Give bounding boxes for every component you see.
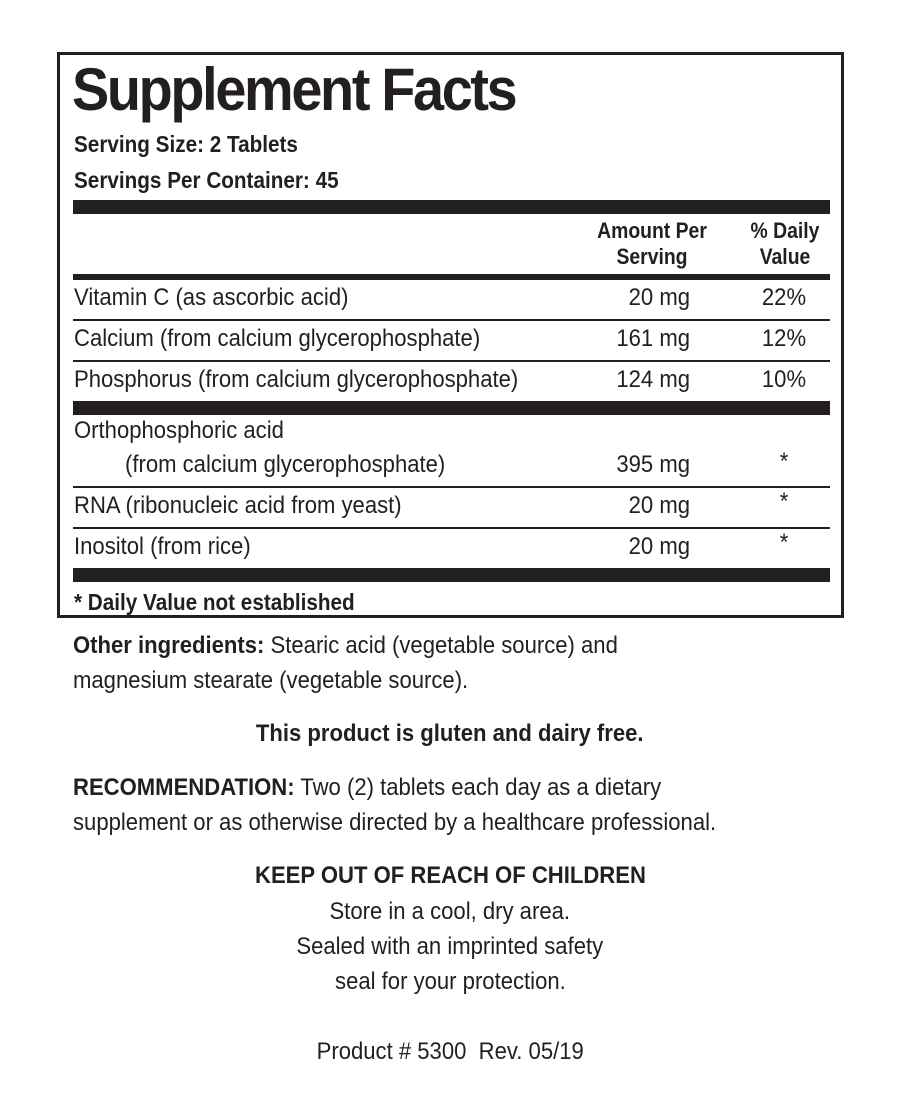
row-divider	[73, 527, 830, 529]
seal-notice-line2: seal for your protection.	[334, 968, 566, 995]
recommendation-line2: supplement or as otherwise directed by a healthcare professional.	[73, 809, 717, 836]
nutrient-daily-value: 12%	[761, 325, 807, 352]
warning-heading: KEEP OUT OF REACH OF CHILDREN	[254, 862, 646, 889]
nutrient-daily-value: 22%	[761, 284, 807, 311]
other-ingredients-label: Other ingredients:	[73, 632, 265, 659]
nutrient-daily-value: *	[779, 488, 789, 515]
other-ingredients-line2: magnesium stearate (vegetable source).	[73, 667, 469, 694]
other-ingredients-text: Stearic acid (vegetable source) and	[264, 632, 618, 659]
seal-notice-line1: Sealed with an imprinted safety	[296, 933, 604, 960]
servings-per-container: Servings Per Container: 45	[74, 167, 339, 193]
recommendation-text: Two (2) tablets each day as a dietary	[294, 774, 662, 801]
row-divider	[73, 319, 830, 321]
nutrient-name: Inositol (from rice)	[74, 533, 251, 560]
nutrient-name: Calcium (from calcium glycerophosphate)	[74, 325, 481, 352]
nutrient-name: Orthophosphoric acid	[74, 417, 284, 444]
row-divider	[73, 486, 830, 488]
recommendation-label: RECOMMENDATION:	[73, 774, 295, 801]
column-header-amount: Amount Per Serving	[597, 218, 707, 269]
other-ingredients-line1	[73, 628, 618, 663]
nutrient-amount: 20 mg	[628, 284, 690, 311]
nutrient-name: Vitamin C (as ascorbic acid)	[74, 284, 349, 311]
nutrient-amount: 20 mg	[628, 492, 690, 519]
panel-title: Supplement Facts	[72, 56, 516, 123]
allergen-statement: This product is gluten and dairy free.	[256, 720, 644, 747]
recommendation-line1	[73, 770, 661, 805]
column-header-daily-value: % Daily Value	[750, 218, 820, 269]
thick-divider	[73, 568, 830, 582]
nutrient-daily-value: *	[779, 448, 789, 475]
row-divider	[73, 360, 830, 362]
nutrient-amount: 124 mg	[616, 366, 690, 393]
nutrient-amount: 20 mg	[628, 533, 690, 560]
nutrient-amount: 395 mg	[616, 451, 690, 478]
medium-divider	[73, 274, 830, 280]
nutrient-amount: 161 mg	[616, 325, 690, 352]
thick-divider	[73, 200, 830, 214]
nutrient-source: (from calcium glycerophosphate)	[125, 451, 446, 478]
storage-instruction: Store in a cool, dry area.	[329, 898, 571, 925]
product-number: Product # 5300 Rev. 05/19	[316, 1038, 584, 1065]
thick-divider	[73, 401, 830, 415]
nutrient-daily-value: 10%	[761, 366, 807, 393]
daily-value-footnote: * Daily Value not established	[74, 589, 355, 615]
nutrient-name: Phosphorus (from calcium glycerophosphate)	[74, 366, 519, 393]
nutrient-name: RNA (ribonucleic acid from yeast)	[74, 492, 402, 519]
nutrient-daily-value: *	[779, 529, 789, 556]
serving-size: Serving Size: 2 Tablets	[74, 131, 298, 157]
